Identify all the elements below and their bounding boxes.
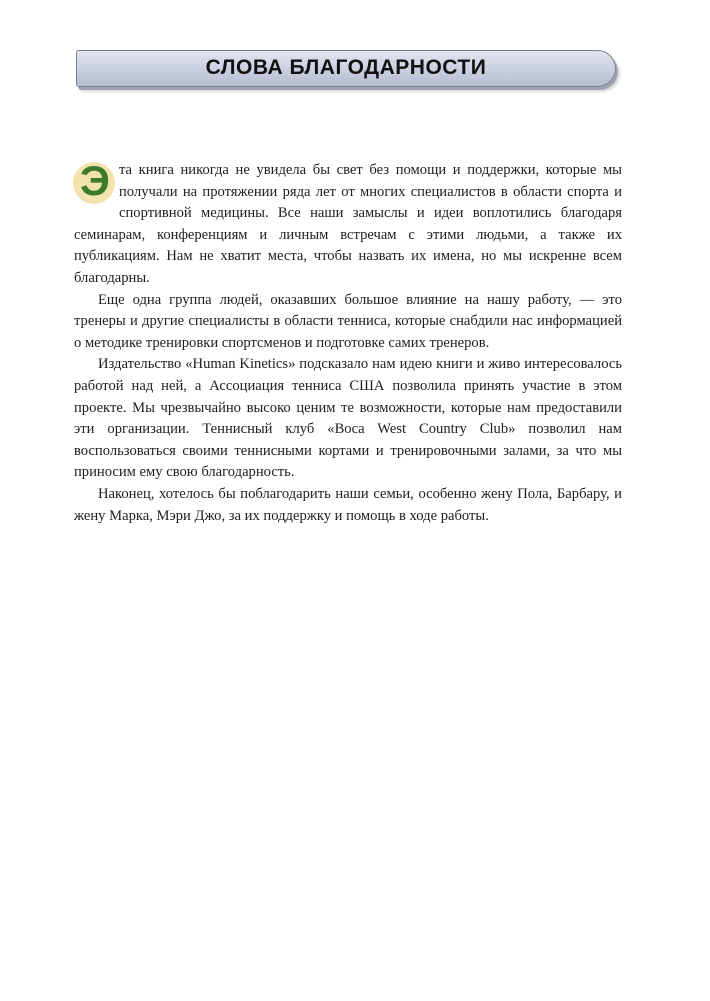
paragraph-2: Еще одна группа людей, оказавших большое влияние на нашу работу, — это тренеры и другие специалисты в области тенниса, которые снабдили нас информацией о методике тренировки спортсменов и подготовке самих тренеров. <box>74 291 622 351</box>
paragraph-4: Наконец, хотелось бы поблагодарить наши семьи, особенно жену Пола, Барбару, и жену Марка, Мэри Джо, за их поддержку и помощь в ходе работы. <box>74 485 622 524</box>
drop-cap-letter: Э <box>80 157 110 204</box>
paragraph-1-text: та книга никогда не увидела бы свет без помощи и поддержки, которые мы получали на протяжении ряда лет от многих специалистов в области спорта и спортивной медицины. Все наши замыслы и идеи воплотились благодаря семинарам, конференциям и личным встречам с этими людьми, а также их публикациям. Нам не хватит места, чтобы назвать их имена, но мы искренне всем благодарны. <box>74 162 622 286</box>
chapter-title: СЛОВА БЛАГОДАРНОСТИ <box>205 56 487 79</box>
chapter-header-bar <box>76 50 616 87</box>
drop-cap <box>73 157 117 204</box>
paragraph-1 <box>74 157 622 290</box>
paragraph-3: Издательство «Human Kinetics» подсказало нам идею книги и живо интересовалось работой над ней, а Ассоциация тенниса США позволила принять участие в этом проекте. Мы чрезвычайно высоко ценим те возможности, которые нам предоставили эти организации. Теннисный клуб «Boca West Country Club» позволил нам воспользоваться своими теннисными кортами и тренировочными залами, за что мы приносим ему свою благодарность. <box>74 356 622 481</box>
acknowledgements-body <box>74 157 622 527</box>
